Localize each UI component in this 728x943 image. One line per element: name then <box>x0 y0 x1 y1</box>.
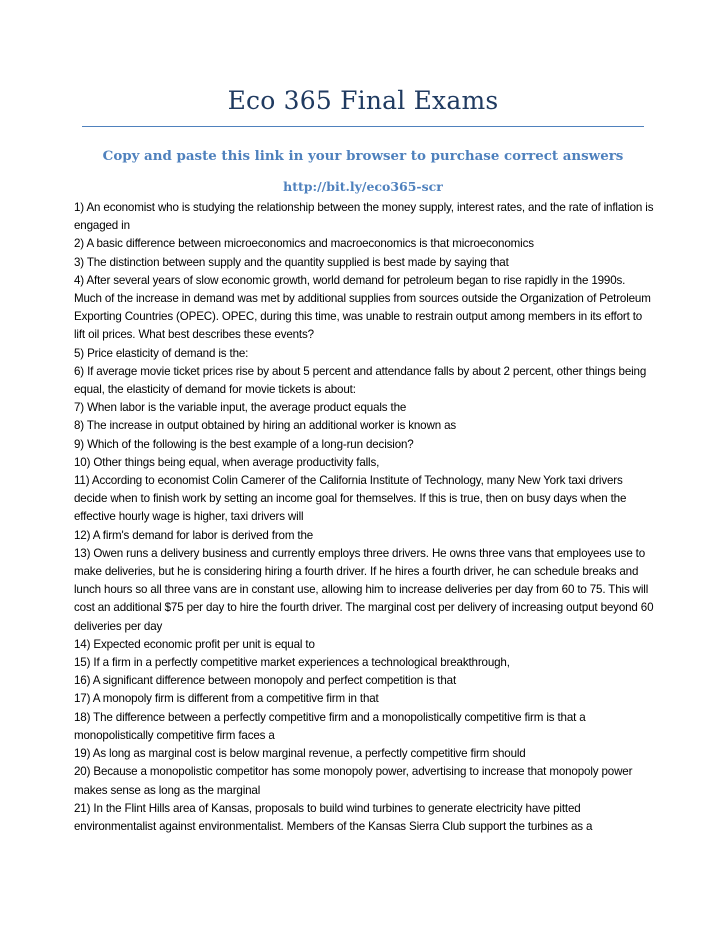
question-item: 21) In the Flint Hills area of Kansas, proposals to build wind turbines to generate electricity have pitted environmentalist against environmentalist. Members of the Kansas Sierra Club support the turbines as a <box>74 801 593 833</box>
question-item: 8) The increase in output obtained by hiring an additional worker is known as <box>74 419 457 433</box>
question-item: 1) An economist who is studying the relationship between the money supply, interest rates, and the rate of inflation is engaged in <box>74 201 654 233</box>
title-underline <box>82 126 644 127</box>
question-item: 9) Which of the following is the best example of a long-run decision? <box>74 437 414 451</box>
question-item: 3) The distinction between supply and the quantity supplied is best made by saying that <box>74 255 509 269</box>
question-item: 12) A firm's demand for labor is derived from the <box>74 528 314 542</box>
purchase-instruction: Copy and paste this link in your browser to purchase correct answers <box>102 148 624 164</box>
question-item: 2) A basic difference between microeconomics and macroeconomics is that microeconomics <box>74 237 534 251</box>
question-item: 7) When labor is the variable input, the average product equals the <box>74 401 407 415</box>
question-item: 19) As long as marginal cost is below marginal revenue, a perfectly competitive firm should <box>74 747 526 761</box>
question-item: 10) Other things being equal, when average productivity falls, <box>74 455 380 469</box>
question-list <box>74 199 654 836</box>
purchase-link: http://bit.ly/eco365-scr <box>283 179 443 194</box>
question-item: 13) Owen runs a delivery business and currently employs three drivers. He owns three vans that employees use to make deliveries, but he is considering hiring a fourth driver. If he hires a fourth driver, he can schedule breaks and lunch hours so all three vans are in constant use, allowing him to increase deliveries per day from 60 to 75. This will cost an additional $75 per day to hire the fourth driver. The marginal cost per delivery of increasing output beyond 60 deliveries per day <box>74 546 654 633</box>
question-item: 6) If average movie ticket prices rise by about 5 percent and attendance falls by about 2 percent, other things being equal, the elasticity of demand for movie tickets is about: <box>74 364 647 397</box>
question-item: 5) Price elasticity of demand is the: <box>74 346 249 360</box>
question-item: 17) A monopoly firm is different from a competitive firm in that <box>74 692 379 706</box>
question-item: 15) If a firm in a perfectly competitive market experiences a technological breakthrough, <box>74 656 510 670</box>
question-item: 4) After several years of slow economic growth, world demand for petroleum began to rise rapidly in the 1990s. Much of the increase in demand was met by additional supplies from sources outside the Organization of Petroleum Exporting Countries (OPEC). OPEC, during this time, was unable to restrain output among members in its effort to lift oil prices. What best describes these events? <box>74 273 651 342</box>
question-item: 18) The difference between a perfectly competitive firm and a monopolistically competitive firm is that a monopolistically competitive firm faces a <box>74 710 586 742</box>
document-title: Eco 365 Final Exams <box>227 86 499 115</box>
question-item: 11) According to economist Colin Camerer of the California Institute of Technology, many New York taxi drivers decide when to finish work by setting an income goal for themselves. If this is true, then on busy days when the effective hourly wage is higher, taxi drivers will <box>74 474 627 524</box>
question-item: 16) A significant difference between monopoly and perfect competition is that <box>74 674 457 688</box>
question-item: 20) Because a monopolistic competitor has some monopoly power, advertising to increase that monopoly power makes sense as long as the marginal <box>74 765 633 797</box>
question-item: 14) Expected economic profit per unit is equal to <box>74 637 315 651</box>
